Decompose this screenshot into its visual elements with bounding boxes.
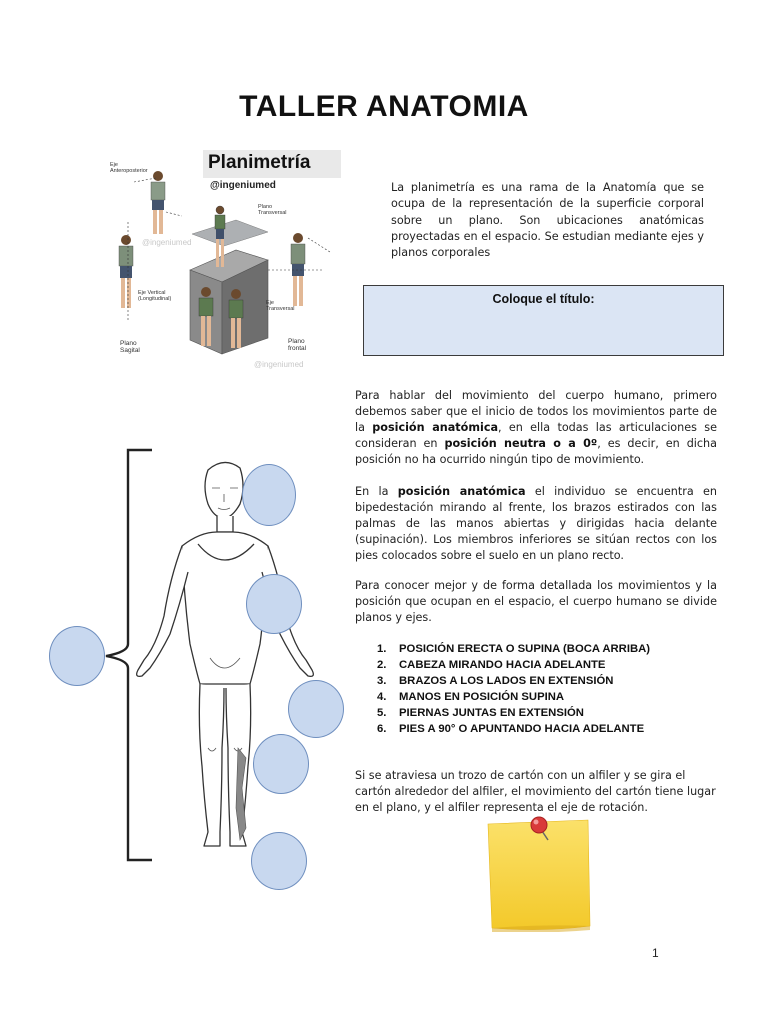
list-text: CABEZA MIRANDO HACIA ADELANTE	[399, 658, 606, 671]
answer-circle-6[interactable]	[251, 832, 307, 890]
text-run: , es decir, en dicha posición no ha ocurrido ningún tipo de movimiento.	[355, 437, 717, 466]
bold-term: posición anatómica	[372, 421, 499, 434]
list-number: 3.	[377, 674, 387, 687]
label-eje-vertical: Eje Vertical (Longitudinal)	[138, 290, 172, 302]
bold-term: posición anatómica	[397, 485, 526, 498]
answer-circle-1[interactable]	[242, 464, 296, 526]
label-eje-anteroposterior: Eje Anteroposterior	[110, 162, 148, 174]
label-eje-transversal: Eje Transversal	[266, 300, 295, 312]
list-item	[377, 674, 650, 690]
list-item	[377, 706, 650, 722]
document-title: TALLER ANATOMIA	[239, 90, 529, 123]
list-number: 2.	[377, 658, 387, 671]
planimetria-illustration	[108, 142, 344, 374]
answer-circle-2[interactable]	[246, 574, 302, 634]
list-item	[377, 658, 650, 674]
text-run: En la	[355, 485, 398, 498]
answer-circle-3[interactable]	[49, 626, 105, 686]
title-box-label: Coloque el título:	[492, 292, 595, 306]
label-plano-transversal: Plano Transversal	[258, 204, 287, 216]
watermark: @ingeniumed	[254, 360, 304, 369]
watermark: @ingeniumed	[142, 238, 192, 247]
planimetria-heading: Planimetría	[208, 152, 311, 173]
list-text: PIERNAS JUNTAS EN EXTENSIÓN	[399, 706, 584, 719]
text-run: Para hablar del movimiento del cuerpo humano, primero debemos saber que el inicio de todos los movimientos parte de la	[355, 389, 717, 434]
planimetria-handle: @ingeniumed	[210, 180, 276, 191]
paragraph-movimiento	[355, 388, 717, 468]
push-pin-icon	[528, 814, 558, 844]
list-number: 1.	[377, 643, 387, 655]
paragraph-alfiler: Si se atraviesa un trozo de cartón con un alfiler y se gira el cartón alrededor del alfiler, el movimiento del cartón tiene lugar en el plano, y el alfiler representa el eje de rotación.	[355, 769, 716, 814]
anatomical-position-figure	[116, 448, 332, 856]
intro-paragraph: La planimetría es una rama de la Anatomía que se ocupa de la representación de la superficie corporal sobre un plano. Son ubicaciones anatómicas proyectadas en el espacio. Se estudian mediante ejes y planos corporales	[391, 181, 704, 260]
list-number: 6.	[377, 722, 387, 735]
text-run: el individuo se encuentra en bipedestación mirando al frente, los brazos estirados con las palmas de las manos abiertas y dirigidas hacia delante (supinación). Los miembros inferiores se sitúan rectos con los pies colocados sobre el suelo en un plano recto.	[355, 485, 717, 562]
list-item	[377, 722, 650, 738]
answer-circle-4[interactable]	[288, 680, 344, 738]
list-item	[377, 642, 650, 658]
title-answer-box[interactable]	[363, 285, 724, 356]
label-plano-frontal: Plano frontal	[288, 338, 307, 352]
paragraph-planos-ejes: Para conocer mejor y de forma detallada los movimientos y la posición que ocupan en el espacio, el cuerpo humano se divide planos y ejes.	[355, 579, 717, 624]
list-text: MANOS EN POSICIÓN SUPINA	[399, 690, 565, 703]
list-text: POSICIÓN ERECTA O SUPINA (BOCA ARRIBA)	[399, 643, 651, 655]
positions-list	[377, 642, 650, 737]
answer-circle-5[interactable]	[253, 734, 309, 794]
label-plano-sagital: Plano Sagital	[120, 340, 140, 354]
bold-term: posición neutra o a 0º	[444, 437, 598, 450]
paragraph-posicion-anatomica	[355, 484, 717, 564]
list-text: BRAZOS A LOS LADOS EN EXTENSIÓN	[399, 674, 614, 687]
list-text: PIES A 90° O APUNTANDO HACIA ADELANTE	[399, 722, 645, 735]
page-number: 1	[652, 946, 659, 960]
text-run: , en ella todas las articulaciones se consideran en	[355, 421, 717, 450]
list-number: 4.	[377, 690, 387, 703]
list-number: 5.	[377, 706, 387, 719]
list-item	[377, 690, 650, 706]
